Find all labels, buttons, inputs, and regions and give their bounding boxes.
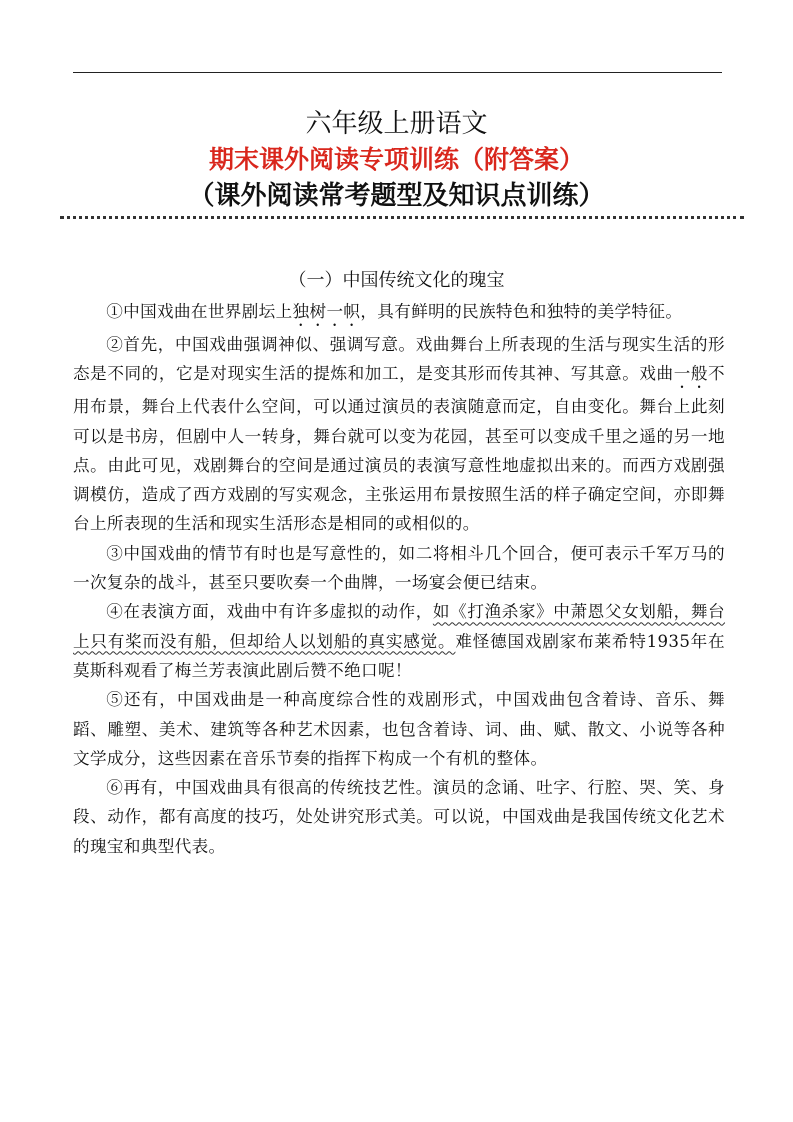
paragraph-4-text-a: ④在表演方面，戏曲中有许多虚拟的动作， <box>106 602 433 622</box>
section-title: （一）中国传统文化的瑰宝 <box>288 270 505 291</box>
paragraph-1-emphasis: 独树一帜 <box>292 302 361 321</box>
paragraph-2-text-b: 不用布景，舞台上代表什么空间，可以通过演员的表演随意而定，自由变化。舞台上此刻可以是书房，但剧中人一转身，舞台就可以变为花园，甚至可以变成千里之遥的另一地点。由此可见，戏剧舞台的空间是通过演员的表演写意性地虚拟出来的。而西方戏剧强调模仿，造成了西方戏剧的写实观念，主张运用布景按照生活的样子确定空间，亦即舞台上所表现的生活和现实生活形态是相同的或相似的。 <box>73 364 725 534</box>
paragraph-4-text-b: 难怪德国戏剧家布莱希特1935年在莫斯科观看了梅兰芳表演此剧后赞不绝口呢！ <box>73 631 725 680</box>
article-body <box>73 297 725 861</box>
page-subtitle: 期末课外阅读专项训练（附答案） <box>208 145 584 174</box>
paragraph-6: ⑥再有，中国戏曲具有很高的传统技艺性。演员的念诵、吐字、行腔、哭、笑、身段、动作，都有高度的技巧，处处讲究形式美。可以说，中国戏曲是我国传统文化艺术的瑰宝和典型代表。 <box>73 778 725 856</box>
dotted-divider <box>60 216 744 219</box>
paragraph-2-text-a: ②首先，中国戏曲强调神似、强调写意。戏曲舞台上所表现的生活与现实生活的形态是不同的，它是对现实生活的提炼和加工，是变其形而传其神、写其意。戏曲 <box>73 335 725 384</box>
top-divider <box>73 72 722 73</box>
paragraph-2-emphasis: 一般 <box>673 364 709 384</box>
paragraph-5: ⑤还有，中国戏曲是一种高度综合性的戏剧形式，中国戏曲包含着诗、音乐、舞蹈、雕塑、美术、建筑等各种艺术因素，也包含着诗、词、曲、赋、散文、小说等各种文学成分，这些因素在音乐节奏的指挥下构成一个有机的整体。 <box>73 690 725 768</box>
paragraph-3: ③中国戏曲的情节有时也是写意性的，如二将相斗几个回合，便可表示千军万马的一次复杂的战斗，甚至只要吹奏一个曲牌，一场宴会便已结束。 <box>73 543 725 593</box>
paragraph-1 <box>73 297 725 330</box>
page-note: （课外阅读常考题型及知识点训练） <box>188 181 605 211</box>
paragraph-4-wavy-underline: 如《打渔杀家》中萧恩父女划船，舞台上只有桨而没有船，但却给人以划船的真实感觉。 <box>73 602 726 651</box>
paragraph-1-text-b: ，具有鲜明的民族特色和独特的美学特征。 <box>360 302 683 321</box>
paragraph-2 <box>73 330 725 539</box>
paragraph-1-text-a: ①中国戏曲在世界剧坛上 <box>106 302 293 321</box>
page-title: 六年级上册语文 <box>305 109 488 139</box>
paragraph-4 <box>73 597 725 685</box>
